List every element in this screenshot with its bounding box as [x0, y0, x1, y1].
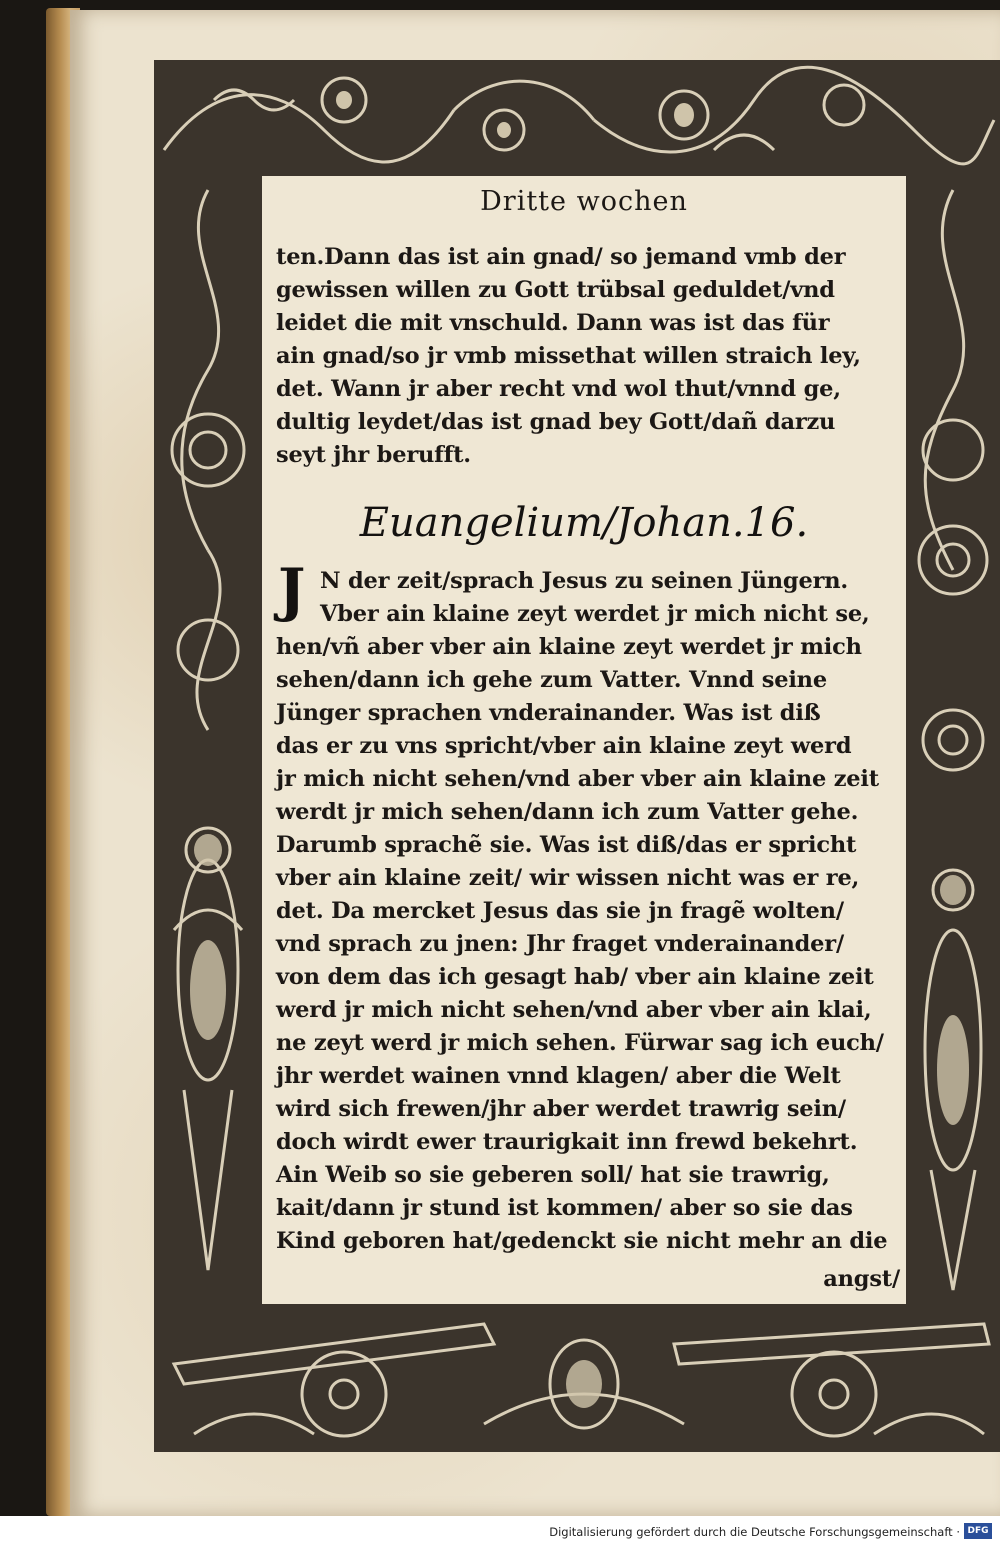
- dfg-logo-icon: DFG: [964, 1523, 992, 1539]
- intro-line: seyt jhr berufft.: [276, 442, 471, 468]
- gospel-line: kait/dann jr stund ist kommen/ aber so sie das: [276, 1195, 853, 1221]
- gospel-line: werdt jr mich sehen/dann ich zum Vatter gehe.: [276, 799, 859, 825]
- gospel-line: Darumb sprachẽ sie. Was ist diß/das er spricht: [276, 832, 857, 858]
- gospel-line: vnd sprach zu jnen: Jhr fraget vnderainander/: [276, 931, 844, 957]
- running-head: Dritte wochen: [480, 186, 688, 217]
- intro-line: det. Wann jr aber recht vnd wol thut/vnnd ge,: [276, 376, 841, 402]
- intro-line: ten.Dann das ist ain gnad/ so jemand vmb der: [276, 244, 846, 270]
- gospel-line: von dem das ich gesagt hab/ vber ain klaine zeit: [276, 964, 874, 990]
- drop-initial: J: [278, 556, 306, 624]
- intro-line: ain gnad/so jr vmb missethat willen straich ley,: [276, 343, 861, 369]
- intro-line: dultig leydet/das ist gnad bey Gott/dañ darzu: [276, 409, 836, 435]
- catchword: angst/: [823, 1266, 900, 1292]
- intro-line: leidet die mit vnschuld. Dann was ist das für: [276, 310, 830, 336]
- gospel-line: vber ain klaine zeit/ wir wissen nicht was er re,: [276, 865, 860, 891]
- gospel-line: wird sich frewen/jhr aber werdet trawrig sein/: [276, 1096, 846, 1122]
- right-woodcut-border-icon: [906, 170, 1000, 1310]
- gospel-line: jr mich nicht sehen/vnd aber vber ain klaine zeit: [276, 766, 879, 792]
- gospel-line: das er zu vns spricht/vber ain klaine zeyt werd: [276, 733, 852, 759]
- footer-bar: [0, 1516, 1000, 1548]
- section-heading: Euangelium/Johan.16.: [359, 500, 809, 546]
- intro-line: gewissen willen zu Gott trübsal geduldet/vnd: [276, 277, 835, 303]
- gospel-line: Jünger sprachen vnderainander. Was ist diß: [276, 700, 821, 726]
- gospel-line: jhr werdet wainen vnnd klagen/ aber die Welt: [276, 1063, 841, 1089]
- gospel-line: Ain Weib so sie geberen soll/ hat sie trawrig,: [276, 1162, 830, 1188]
- left-woodcut-border-icon: [154, 170, 262, 1310]
- gospel-line: Vber ain klaine zeyt werdet jr mich nicht se,: [320, 601, 870, 627]
- gospel-line: doch wirdt ewer traurigkait inn frewd bekehrt.: [276, 1129, 858, 1155]
- gospel-line: sehen/dann ich gehe zum Vatter. Vnnd seine: [276, 667, 827, 693]
- bottom-woodcut-border-icon: [154, 1304, 1000, 1452]
- gospel-line: det. Da mercket Jesus das sie jn fragẽ wolten/: [276, 898, 844, 924]
- footer-credit: Digitalisierung gefördert durch die Deutsche Forschungsgemeinschaft ·: [549, 1525, 960, 1539]
- gospel-line: werd jr mich nicht sehen/vnd aber vber ain klai,: [276, 997, 872, 1023]
- gospel-line: hen/vñ aber vber ain klaine zeyt werdet jr mich: [276, 634, 862, 660]
- gospel-line: N der zeit/sprach Jesus zu seinen Jüngern.: [320, 568, 849, 594]
- top-woodcut-border-icon: [154, 60, 1000, 176]
- gospel-line: ne zeyt werd jr mich sehen. Fürwar sag ich euch/: [276, 1030, 884, 1056]
- gospel-line: Kind geboren hat/gedenckt sie nicht mehr an die: [276, 1228, 888, 1254]
